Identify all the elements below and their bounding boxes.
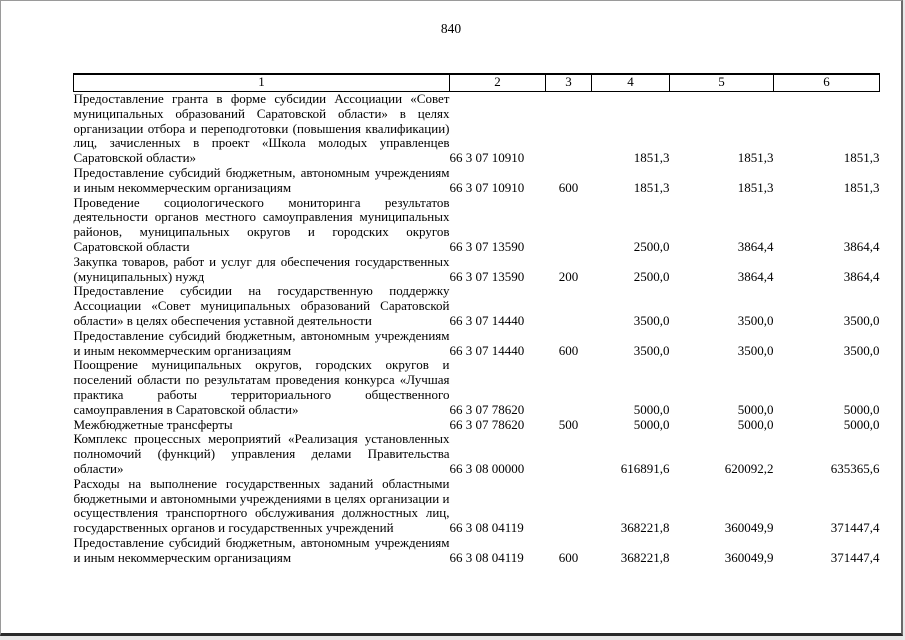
table-header [74,74,880,92]
table-row [74,196,880,255]
row-code-cell: 66 3 07 78620 [449,401,525,417]
page-number: 840 [440,21,462,36]
row-amount2-cell: 1851,3 [737,179,774,195]
row-code-cell: 66 3 08 04119 [449,549,524,565]
row-type-cell [546,432,592,476]
column-header-5: 5 [670,74,774,92]
row-amount1-cell: 5000,0 [633,416,670,432]
row-amount2-cell: 1851,3 [737,150,774,166]
table-row [74,255,880,285]
row-amount2-cell: 3500,0 [737,342,774,358]
row-type-cell: 600 [558,342,579,358]
row-code-cell: 66 3 07 13590 [449,238,525,254]
row-amount1-cell: 5000,0 [633,401,670,417]
row-name-cell: Предоставление субсидий бюджетным, автономным учреждениям и иным некоммерческим организациям [73,534,450,565]
table-row [74,166,880,196]
row-type-cell [546,284,592,328]
row-type-cell: 600 [558,179,579,195]
row-name-cell: Предоставление субсидий бюджетным, автономным учреждениям и иным некоммерческим организациям [73,164,450,195]
row-amount2-cell: 620092,2 [724,460,774,476]
row-name-cell: Комплекс процессных мероприятий «Реализация установленных полномочий (функций) управления делами Правительства области» [73,431,450,476]
table-row [74,92,880,166]
table-row [74,536,880,566]
row-type-cell: 600 [558,549,579,565]
table-header-row [74,74,880,92]
column-header-1: 1 [74,74,450,92]
row-name-cell: Предоставление субсидии на государственную поддержку Ассоциации «Совет муниципальных образований Саратовской области» в целях обеспечения уставной деятельности [73,283,450,328]
row-code-cell: 66 3 07 13590 [449,268,525,284]
row-amount2-cell: 5000,0 [737,401,774,417]
row-amount3-cell: 371447,4 [830,520,880,536]
row-amount1-cell: 368221,8 [620,520,670,536]
table-body [74,92,880,566]
column-header-2: 2 [450,74,546,92]
row-type-cell [546,477,592,536]
row-amount1-cell: 2500,0 [633,238,670,254]
row-code-cell: 66 3 08 00000 [449,460,525,476]
row-amount3-cell: 1851,3 [843,179,880,195]
column-header-4: 4 [592,74,670,92]
row-code-cell: 66 3 07 10910 [449,150,525,166]
row-type-cell: 500 [558,416,579,432]
table-row [74,418,880,433]
table-row [74,477,880,536]
row-amount3-cell: 1851,3 [843,150,880,166]
table-row [74,432,880,476]
row-type-cell [546,92,592,166]
row-amount3-cell: 5000,0 [843,401,880,417]
row-amount3-cell: 371447,4 [830,549,880,565]
row-amount1-cell: 368221,8 [620,549,670,565]
row-name-cell: Поощрение муниципальных округов, городских округов и поселений области по результатам проведения конкурса «Лучшая практика работы территориального общественного самоуправления в Саратовской области» [73,357,450,417]
row-amount3-cell: 3864,4 [843,238,880,254]
row-amount2-cell: 360049,9 [724,520,774,536]
row-amount3-cell: 3500,0 [843,342,880,358]
row-amount1-cell: 3500,0 [633,312,670,328]
column-header-6: 6 [774,74,880,92]
row-name-cell: Межбюджетные трансферты [73,416,233,432]
row-name-cell: Закупка товаров, работ и услуг для обеспечения государственных (муниципальных) нужд [73,253,450,284]
row-amount2-cell: 5000,0 [737,416,774,432]
row-amount3-cell: 3864,4 [843,268,880,284]
budget-table [73,73,880,566]
row-code-cell: 66 3 07 14440 [449,312,525,328]
row-amount3-cell: 635365,6 [830,460,880,476]
row-name-cell: Предоставление гранта в форме субсидии Ассоциации «Совет муниципальных образований Саратовской области» в целях организации отбора и переподготовки (повышения квалификации) лиц, зачисленных в проект «Школа молодых управленцев Саратовской области» [73,91,450,166]
row-amount3-cell: 5000,0 [843,416,880,432]
row-amount2-cell: 3500,0 [737,312,774,328]
table-row [74,358,880,417]
row-amount1-cell: 1851,3 [633,179,670,195]
row-name-cell: Расходы на выполнение государственных заданий областными бюджетными и автономными учреждениями в целях организации и осуществления транспортного обслуживания должностных лиц, государственных органов и государственных учреждений [73,475,450,536]
row-code-cell: 66 3 07 14440 [449,342,525,358]
table-row [74,284,880,328]
row-code-cell: 66 3 07 78620 [449,416,525,432]
table-row [74,329,880,359]
row-type-cell [546,358,592,417]
row-amount1-cell: 1851,3 [633,150,670,166]
row-amount1-cell: 3500,0 [633,342,670,358]
column-header-3: 3 [546,74,592,92]
row-type-cell: 200 [558,268,579,284]
row-name-cell: Проведение социологического мониторинга результатов деятельности органов местного самоуправления муниципальных районов, муниципальных округов и городских округов Саратовской области [73,194,450,254]
row-amount1-cell: 616891,6 [620,460,670,476]
row-amount2-cell: 3864,4 [737,268,774,284]
row-amount2-cell: 360049,9 [724,549,774,565]
row-name-cell: Предоставление субсидий бюджетным, автономным учреждениям и иным некоммерческим организациям [73,327,450,358]
row-type-cell [546,196,592,255]
row-code-cell: 66 3 07 10910 [449,179,525,195]
row-code-cell: 66 3 08 04119 [449,520,524,536]
row-amount2-cell: 3864,4 [737,238,774,254]
row-amount3-cell: 3500,0 [843,312,880,328]
row-amount1-cell: 2500,0 [633,268,670,284]
